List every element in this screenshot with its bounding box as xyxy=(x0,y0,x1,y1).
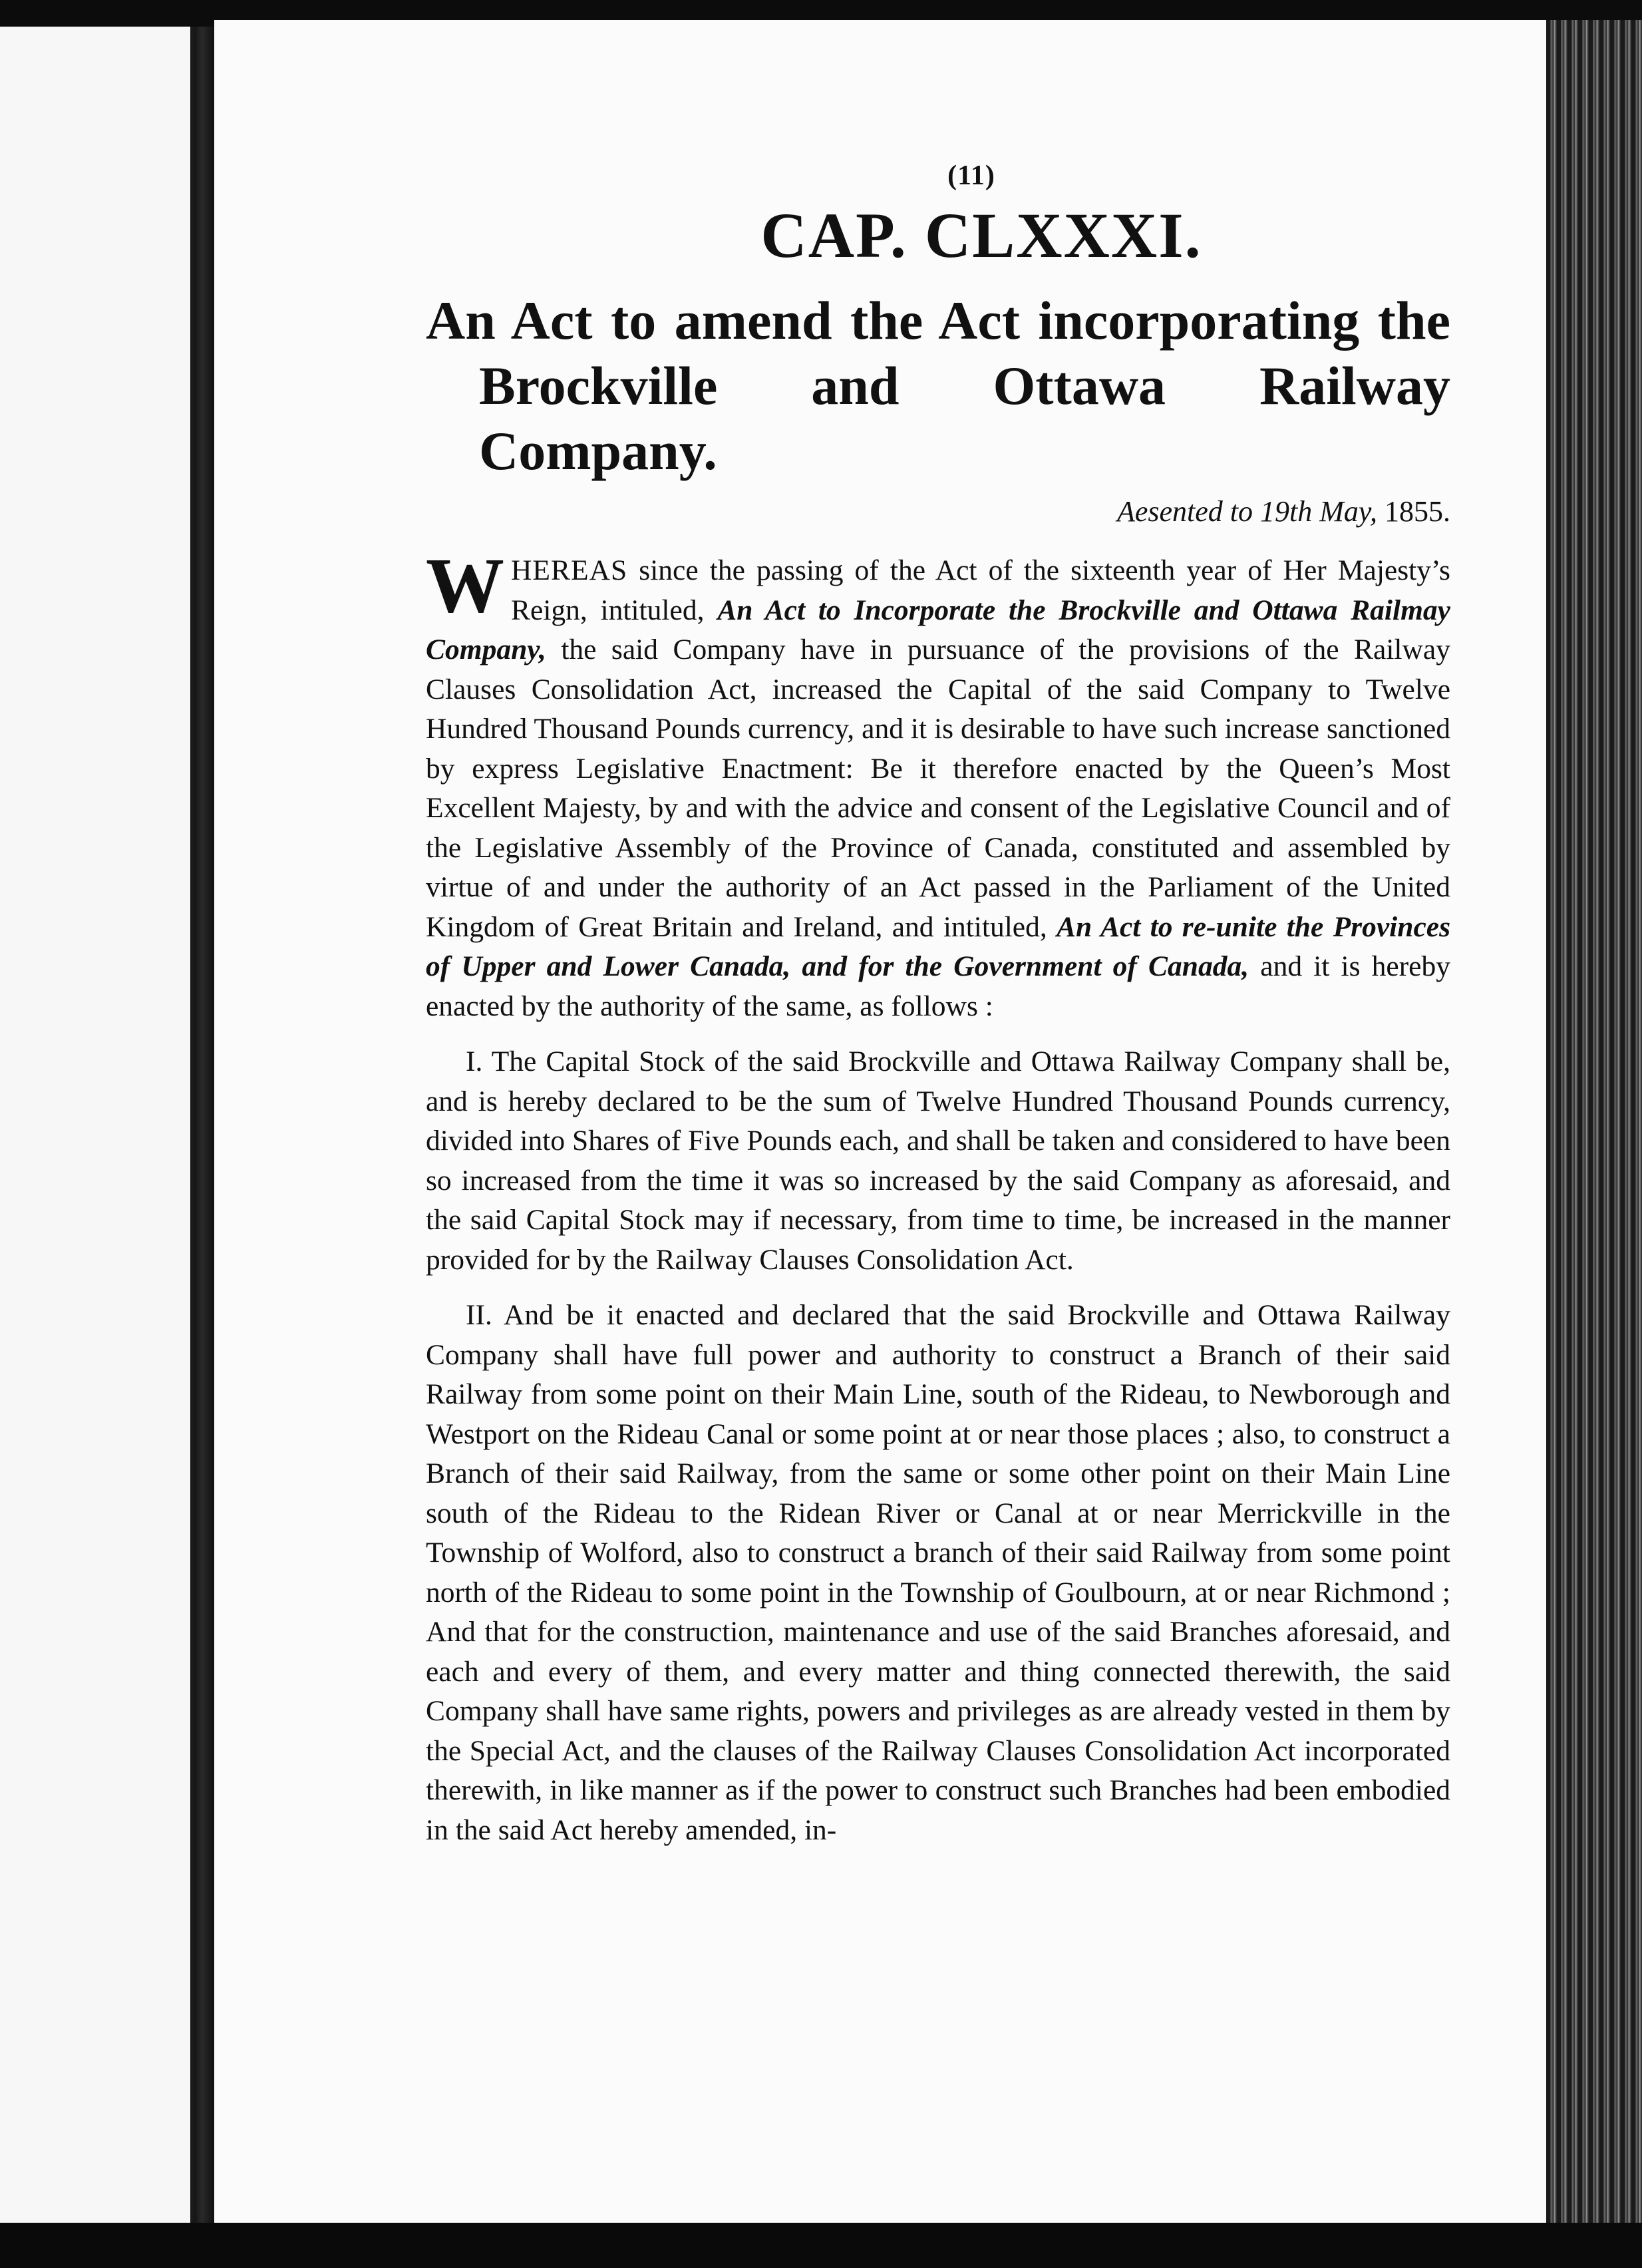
section-text: And be it enacted and declared that the said Brockville and Ottawa Railway Company shall have full power and authority to construct a Branch of their said Railway from some point on their Main Line, south of the Rideau, to Newborough and Westport on the Rideau Canal or some point at or near those places ; also, to construct a Branch of their said Railway, from the same or some other point on their Main Line south of the Rideau to the Ridean River or Canal at or near Merrickville in the Township of Wolford, also to construct a branch of their said Railway from some point north of the Rideau to some point in the Township of Goulbourn, at or near Richmond ; And that for the construction, maintenance and use of the said Branches aforesaid, and each and every of them, and every matter and thing connected therewith, the said Company shall have same rights, powers and privileges as are already vested in them by the Special Act, and the clauses of the Railway Clauses Consolidation Act incorporated therewith, in like manner as if the power to construct such Branches had been embodied in the said Act hereby amended, in- xyxy=(426,1299,1450,1846)
preamble-text-3: and it is hereby enacted by the authority of the same, as follows : xyxy=(426,950,1450,1022)
preamble-text-2: the said Company have in pursuance of the provisions of the Railway Clauses Consolidation Act, increased the Capital of the said Company to Twelve Hundred Thousand Pounds currency, and it is desirable to have such increase sanctioned by express Legislative Enactment: Be it therefore enacted by the Queen’s Most Excellent Majesty, by and with the advice and consent of the Legislative Council and of the Legislative Assembly of the Province of Canada, constituted and assembled by virtue of and under the authority of an Act passed in the Parliament of the United Kingdom of Great Britain and Ireland, and intituled, xyxy=(426,634,1450,943)
book-gutter xyxy=(194,27,214,2223)
cited-act-title: An Act to Incorporate the Brockville and Ottawa Railmay Company, xyxy=(426,594,1450,665)
preamble-text-1: since the passing of the Act of the sixteenth year of Her Majesty’s Reign, intituled, xyxy=(511,554,1450,626)
assent-month: th May, xyxy=(1289,495,1377,528)
drop-cap: W xyxy=(426,542,504,629)
facing-page xyxy=(0,27,194,2223)
section-text: The Capital Stock of the said Brockville and Ottawa Railway Company shall be, and is hereby declared to be the sum of Twelve Hundred Thousand Pounds currency, divided into Shares of Five Pounds each, and shall be taken and considered to have been so increased from the time it was so increased by the said Company as aforesaid, and the said Capital Stock may if necessary, from time to time, be increased in the manner provided for by the Railway Clauses Consolidation Act. xyxy=(426,1045,1450,1276)
page-content xyxy=(426,160,1450,1866)
page-stack-edge xyxy=(1546,20,1642,2268)
assent-year: 1855. xyxy=(1377,495,1450,528)
chapter-heading: CAP. CLXXXI. xyxy=(760,200,1202,271)
act-title: An Act to amend the Act incorporating the Brockville and Ottawa Railway Company. xyxy=(426,290,1450,481)
preamble-lead: HEREAS xyxy=(511,554,628,586)
section-number: II. xyxy=(466,1299,492,1331)
act-body xyxy=(426,542,1450,1850)
page-number: (11) xyxy=(947,160,995,191)
preamble-paragraph xyxy=(426,542,1450,1026)
scan-bottom-border xyxy=(0,2223,1642,2268)
section-number: I. xyxy=(466,1045,483,1077)
section-1 xyxy=(426,1042,1450,1280)
assent-date xyxy=(426,494,1450,528)
union-act-title: An Act to re-unite the Provinces of Upper and Lower Canada, and for the Government of Canada, xyxy=(426,910,1450,982)
assent-prefix: Aesented to 19 xyxy=(1116,495,1290,528)
section-2 xyxy=(426,1296,1450,1850)
